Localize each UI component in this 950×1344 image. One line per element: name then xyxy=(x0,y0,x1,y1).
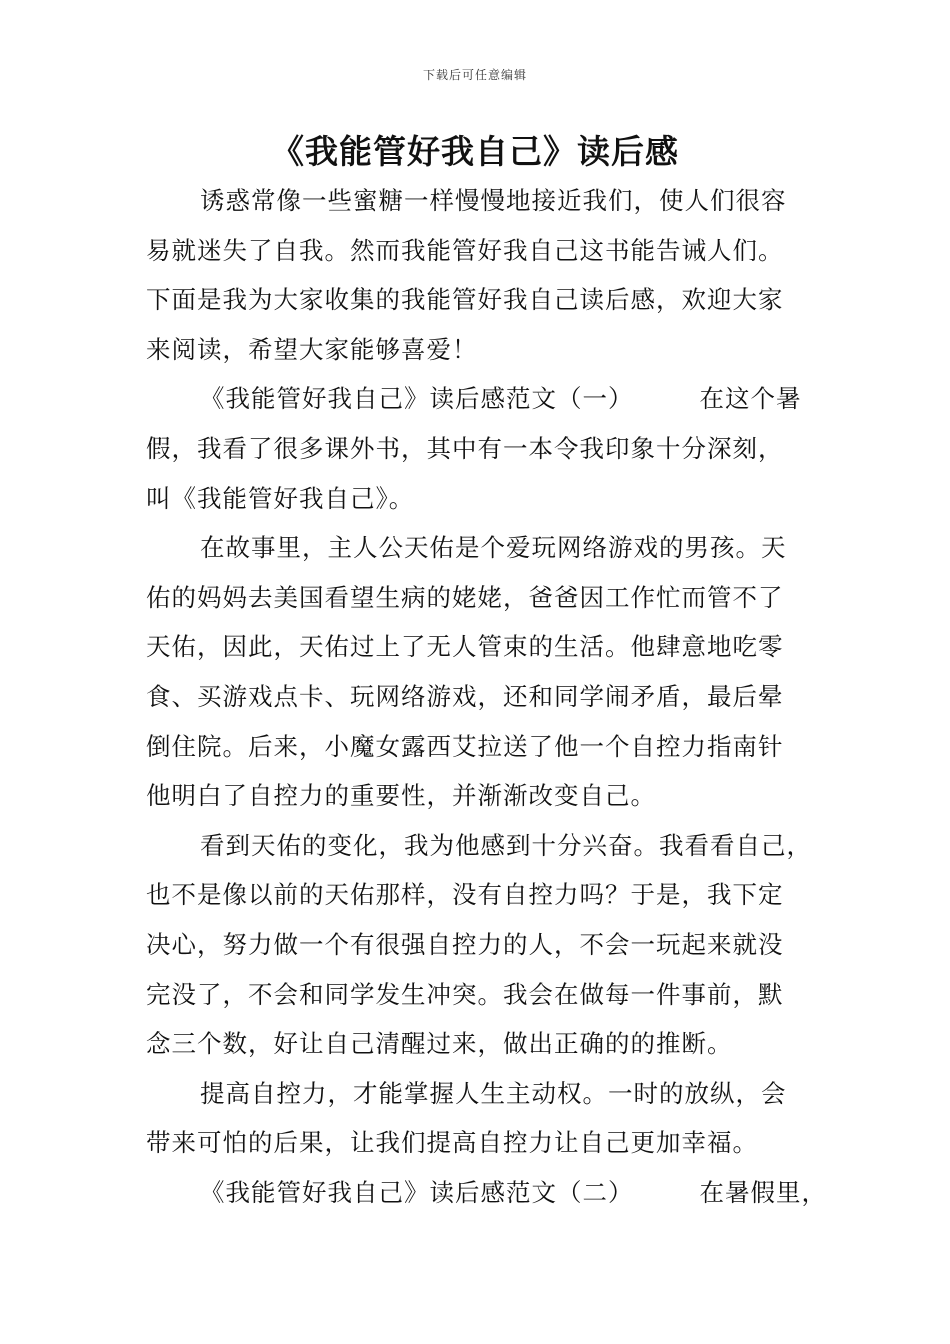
header-note: 下载后可任意编辑 xyxy=(422,68,527,82)
paragraph-start: 在暑假里， xyxy=(699,1177,827,1207)
paragraph-line: 念三个数，好让自己清醒过来，做出正确的的推断。 xyxy=(146,1029,733,1059)
paragraph-line: 食、买游戏点卡、玩网络游戏，还和同学闹矛盾，最后晕 xyxy=(146,681,784,711)
paragraph-line: 来阅读，希望大家能够喜爱！ xyxy=(146,334,478,364)
document-body xyxy=(146,176,827,1217)
paragraph-line: 易就迷失了自我。然而我能管好我自己这书能告诫人们。 xyxy=(146,235,784,265)
paragraph-line: 完没了，不会和同学发生冲突。我会在做每一件事前，默 xyxy=(146,979,784,1009)
paragraph-line: 下面是我为大家收集的我能管好我自己读后感，欢迎大家 xyxy=(146,285,784,315)
paragraph-line: 叫《我能管好我自己》。 xyxy=(146,483,415,513)
paragraph-start: 在这个暑 xyxy=(699,384,802,414)
section-heading-line xyxy=(146,374,814,424)
paragraph-line: 诱惑常像一些蜜糖一样慢慢地接近我们，使人们很容 xyxy=(200,186,787,215)
paragraph-line: 带来可怕的后果，让我们提高自控力让自己更加幸福。 xyxy=(146,1128,758,1158)
paragraph-line: 看到天佑的变化，我为他感到十分兴奋。我看看自己， xyxy=(200,830,812,860)
paragraph-line: 假，我看了很多课外书，其中有一本令我印象十分深刻， xyxy=(146,433,784,463)
paragraph-line: 在故事里，主人公天佑是个爱玩网络游戏的男孩。天 xyxy=(200,533,787,563)
paragraph-line: 也不是像以前的天佑那样，没有自控力吗？于是，我下定 xyxy=(146,880,784,910)
section-heading-1: 《我能管好我自己》读后感范文（一） xyxy=(200,384,634,414)
paragraph-line: 倒住院。后来，小魔女露西艾拉送了他一个自控力指南针 xyxy=(146,731,784,761)
section-heading-2: 《我能管好我自己》读后感范文（二） xyxy=(200,1177,634,1207)
paragraph-line: 决心，努力做一个有很强自控力的人，不会一玩起来就没 xyxy=(146,929,784,959)
document-title: 《我能管好我自己》读后感 xyxy=(271,132,679,171)
paragraph-line: 天佑，因此，天佑过上了无人管束的生活。他肆意地吃零 xyxy=(146,632,784,662)
paragraph-line: 他明白了自控力的重要性，并渐渐改变自己。 xyxy=(146,781,656,811)
paragraph-line: 提高自控力，才能掌握人生主动权。一时的放纵，会 xyxy=(200,1078,787,1108)
paragraph-line: 佑的妈妈去美国看望生病的姥姥，爸爸因工作忙而管不了 xyxy=(146,582,784,612)
section-heading-line xyxy=(146,1168,827,1218)
